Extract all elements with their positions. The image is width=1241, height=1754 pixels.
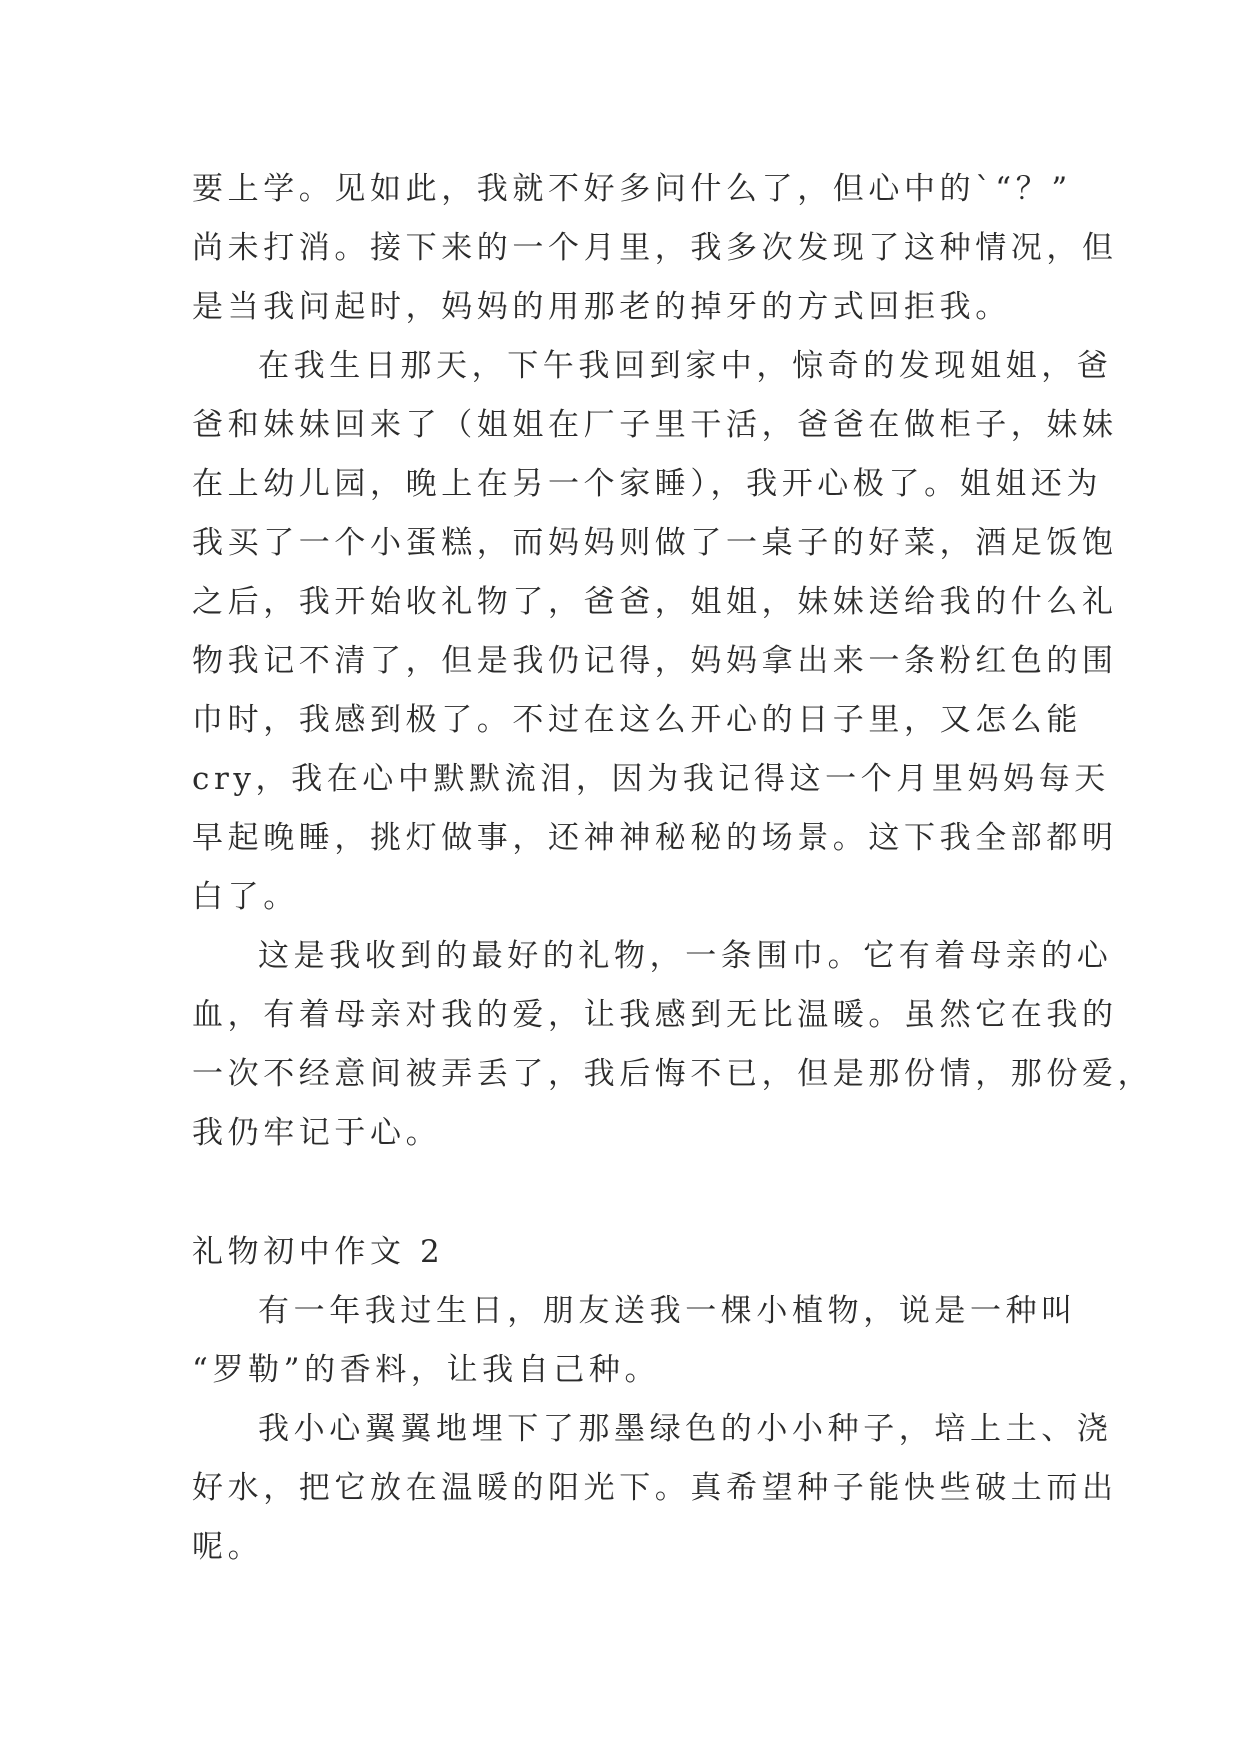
paragraph-line: 我仍牢记于心。 <box>192 1115 442 1151</box>
paragraph-2 <box>192 337 1118 927</box>
section-heading: 礼物初中作文 2 <box>192 1234 445 1270</box>
paragraph-5 <box>192 1400 1118 1577</box>
paragraph-3 <box>192 927 1154 1163</box>
paragraph-line: 在上幼儿园，晚上在另一个家睡），我开心极了。姐姐还为 <box>192 466 1103 502</box>
paragraph-line: 有一年我过生日，朋友送我一棵小植物，说是一种叫 <box>258 1293 1077 1329</box>
paragraph-line: 早起晚睡，挑灯做事，还神神秘秘的场景。这下我全部都明 <box>192 820 1118 856</box>
paragraph-line: 这是我收到的最好的礼物，一条围巾。它有着母亲的心 <box>258 938 1113 974</box>
paragraph-line: 我买了一个小蛋糕，而妈妈则做了一桌子的好菜，酒足饭饱 <box>192 525 1118 561</box>
paragraph-line: 巾时，我感到极了。不过在这么开心的日子里，又怎么能 <box>192 702 1082 738</box>
paragraph-4 <box>192 1282 1077 1400</box>
document-body <box>192 160 1154 1577</box>
paragraph-line: 爸和妹妹回来了（姐姐在厂子里干活，爸爸在做柜子，妹妹 <box>192 407 1118 443</box>
paragraph-line: “罗勒”的香料，让我自己种。 <box>192 1352 661 1388</box>
paragraph-line: 之后，我开始收礼物了，爸爸，姐姐，妹妹送给我的什么礼 <box>192 584 1118 620</box>
paragraph-line: cry，我在心中默默流泪，因为我记得这一个月里妈妈每天 <box>192 761 1110 797</box>
paragraph-line: 血，有着母亲对我的爱，让我感到无比温暖。虽然它在我的 <box>192 997 1118 1033</box>
paragraph-line: 物我记不清了，但是我仍记得，妈妈拿出来一条粉红色的围 <box>192 643 1118 679</box>
paragraph-line: 尚未打消。接下来的一个月里，我多次发现了这种情况，但 <box>192 230 1118 266</box>
paragraph-line: 是当我问起时，妈妈的用那老的掉牙的方式回拒我。 <box>192 289 1011 325</box>
paragraph-line: 呢。 <box>192 1529 264 1565</box>
paragraph-1 <box>192 160 1118 337</box>
paragraph-line: 一次不经意间被弄丢了，我后悔不已，但是那份情，那份爱， <box>192 1056 1154 1092</box>
paragraph-line: 好水，把它放在温暖的阳光下。真希望种子能快些破土而出 <box>192 1470 1118 1506</box>
paragraph-line: 在我生日那天，下午我回到家中，惊奇的发现姐姐，爸 <box>258 348 1113 384</box>
paragraph-line: 要上学。见如此，我就不好多问什么了，但心中的`“？” <box>192 171 1072 207</box>
paragraph-line: 白了。 <box>192 879 299 915</box>
paragraph-line: 我小心翼翼地埋下了那墨绿色的小小种子，培上土、浇 <box>258 1411 1113 1447</box>
